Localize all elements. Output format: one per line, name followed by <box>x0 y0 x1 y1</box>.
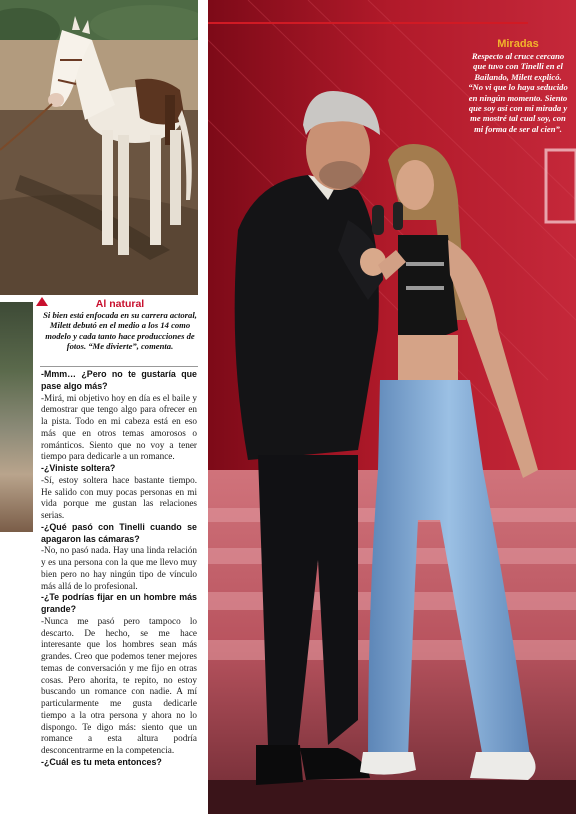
interview-answer: -No, no pasó nada. Hay una linda relación y es una persona con la que me llevo muy bien pero no hay ningún tipo de vínculo más allá de lo profesional. <box>41 545 197 591</box>
interview-answer: -Mirá, mi objetivo hoy en día es el baile y demostrar que tengo algo para ofrecer en la pista. Todo en mi cabeza está en eso más que en otros temas amorosos o románticos. Siento que no voy a tener tiempo para dedicarle a un romance. <box>41 392 197 462</box>
caption-miradas <box>466 38 570 134</box>
horse-illustration <box>0 0 198 295</box>
interview-text <box>41 369 197 769</box>
caption-al-natural-title: Al natural <box>95 298 145 310</box>
interview-question: -Mmm… ¿Pero no te gustaría que pase algo más? <box>41 369 197 391</box>
caption-al-natural-body: Si bien está enfocada en su carrera actoral, Milett debutó en el medio a los 14 como modelo y cada tanto hace producciones de fotos. “Me divierte”, comenta. <box>43 310 197 352</box>
horse-photo <box>0 0 198 295</box>
interview-answer: -Nunca me pasó pero tampoco lo descarto. De hecho, se me hace interesante que los hombres sean más grandes. Creo que podemos tener mejores temas de conversación y me fijo en otras cosas. Pero ahorita, te repito, no estoy buscando un romance con nadie. A mí particularmente me gusta dedicarle tiempo a la otra persona y ahora no lo dispongo. Te digo más: siento que un romance a esta altura podría desconcentrarme en la competencia. <box>41 615 197 755</box>
interview-question: -¿Viniste soltera? <box>41 463 116 473</box>
side-photo-strip <box>0 302 33 532</box>
caption-miradas-body: Respecto al cruce cercano que tuvo con Tinelli en el Bailando, Milett explicó. “No vi que lo haya seducido en ningún momento. Siento que soy así con mi mirada y me mostré tal cual soy, con mi forma de ser al cien”. <box>468 51 568 134</box>
interview-question: -¿Cuál es tu meta entonces? <box>41 756 162 767</box>
interview-answer: -Sí, estoy soltera hace bastante tiempo. He salido con muy pocas personas en mi vida porque me gustan las relaciones serias. <box>41 474 197 520</box>
interview-question: -¿Qué pasó con Tinelli cuando se apagaron las cámaras? <box>41 521 197 544</box>
interview-divider <box>40 366 198 367</box>
interview-question: -¿Te podrías fijar en un hombre más grande? <box>41 592 197 614</box>
top-red-rule <box>208 22 528 24</box>
caption-al-natural <box>38 298 202 352</box>
caption-miradas-title: Miradas <box>497 38 539 50</box>
